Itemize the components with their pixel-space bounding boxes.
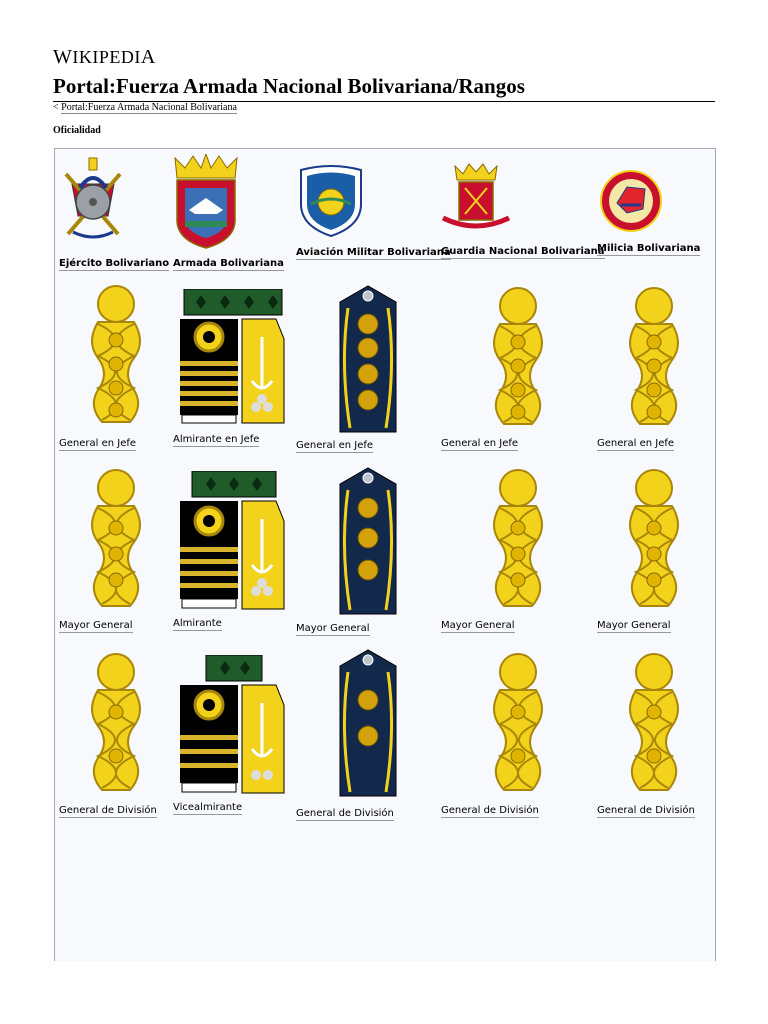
epaulette-general-de-division-icon[interactable] [84,652,148,798]
wikipedia-logo[interactable]: WIKIPEDIA [53,46,156,68]
guardia-emblem-icon[interactable] [441,162,511,238]
rank-label[interactable]: Mayor General [59,620,133,631]
naval-insignia-almirante-icon[interactable] [176,471,288,611]
breadcrumb: < Portal:Fuerza Armada Nacional Bolivariana [53,102,237,113]
rank-label[interactable]: Mayor General [441,620,515,631]
branch-name[interactable]: Ejército Bolivariano [59,258,170,269]
epaulette-general-en-jefe-icon[interactable] [84,284,148,430]
shoulder-board-general-en-jefe-icon[interactable] [336,284,400,434]
branch-name[interactable]: Aviación Militar Bolivariana [296,247,451,258]
rank-label[interactable]: Mayor General [296,623,370,634]
rank-label[interactable]: General de División [597,805,695,816]
epaulette-mayor-general-icon[interactable] [486,468,550,614]
rank-label[interactable]: Mayor General [597,620,671,631]
epaulette-general-de-division-icon[interactable] [622,652,686,798]
epaulette-general-en-jefe-icon[interactable] [622,286,686,432]
branch-name[interactable]: Milicia Bolivariana [597,243,701,254]
naval-insignia-almirante-en-jefe-icon[interactable] [178,289,286,425]
breadcrumb-link[interactable]: Portal:Fuerza Armada Nacional Bolivariana [61,102,237,113]
rank-label[interactable]: Almirante [173,618,222,629]
section-heading: Oficialidad [53,125,101,136]
rank-label[interactable]: Vicealmirante [173,802,243,813]
epaulette-general-en-jefe-icon[interactable] [486,286,550,432]
ejercito-emblem-icon[interactable] [58,154,128,244]
shoulder-board-general-de-division-icon[interactable] [336,648,400,798]
naval-insignia-vicealmirante-icon[interactable] [178,655,288,795]
rank-label[interactable]: General en Jefe [296,440,374,451]
epaulette-mayor-general-icon[interactable] [622,468,686,614]
rank-label[interactable]: General en Jefe [59,438,137,449]
branch-name[interactable]: Guardia Nacional Bolivariana [441,246,605,257]
rank-label[interactable]: General de División [441,805,539,816]
rank-label[interactable]: Almirante en Jefe [173,434,260,445]
epaulette-general-de-division-icon[interactable] [486,652,550,798]
rank-label[interactable]: General de División [296,808,394,819]
rank-label[interactable]: General de División [59,805,157,816]
rank-label[interactable]: General en Jefe [597,438,675,449]
branch-name[interactable]: Armada Bolivariana [173,258,284,269]
aviacion-emblem-icon[interactable] [297,164,365,238]
shoulder-board-mayor-general-icon[interactable] [336,466,400,616]
rank-label[interactable]: General en Jefe [441,438,519,449]
milicia-emblem-icon[interactable] [597,169,665,233]
armada-emblem-icon[interactable] [171,154,241,250]
epaulette-mayor-general-icon[interactable] [84,468,148,614]
page-title: Portal:Fuerza Armada Nacional Bolivariana/Rangos [53,74,525,98]
